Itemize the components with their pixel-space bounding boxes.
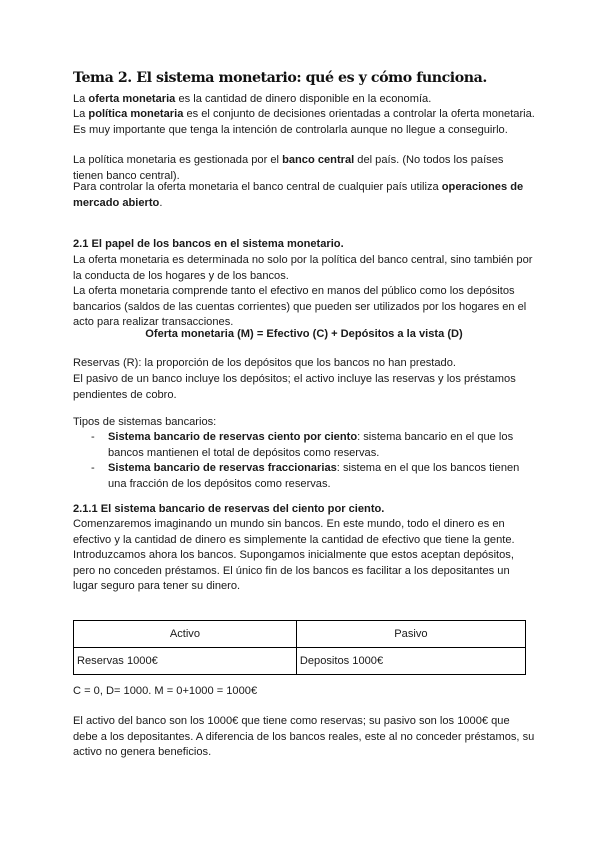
section-2-1-paragraph-1: La oferta monetaria es determinada no solo por la política del banco central, sino también por la conducta de los hogares y de los bancos. bbox=[73, 254, 533, 282]
bullet-dash: - bbox=[91, 431, 95, 443]
table-row bbox=[74, 648, 526, 675]
closing-paragraph: El activo del banco son los 1000€ que tiene como reservas; su pasivo son los 1000€ que debe a los depositantes. A diferencia de los bancos reales, este al no conceder préstamos, su activo no genera beneficios. bbox=[73, 715, 535, 758]
intro-paragraph-politica: La política monetaria es el conjunto de decisiones orientadas a controlar la oferta monetaria. Es muy importante que tenga la intención de controlarla aunque no llegue a conseguirlo. bbox=[73, 108, 535, 136]
reservas-definition: Reservas (R): la proporción de los depósitos que los bancos no han prestado. bbox=[73, 357, 456, 369]
page-title: Tema 2. El sistema monetario: qué es y cómo funciona. bbox=[73, 70, 487, 86]
list-item: - Sistema bancario de reservas fraccionarias: sistema en el que los bancos tienen una fracción de los depósitos como reservas. bbox=[91, 462, 520, 490]
section-2-1-1-heading: 2.1.1 El sistema bancario de reservas del ciento por ciento. bbox=[73, 503, 385, 515]
pasivo-activo-paragraph: El pasivo de un banco incluye los depósitos; el activo incluye las reservas y los préstamos pendientes de cobro. bbox=[73, 373, 516, 401]
cell-reservas: Reservas 1000€ bbox=[74, 648, 297, 675]
section-2-1-paragraph-2: La oferta monetaria comprende tanto el efectivo en manos del público como los depósitos bancarios (saldos de las cuentas corrientes) que pueden ser utilizados por los hogares en el acto para realizar transacciones. bbox=[73, 285, 527, 328]
intro-paragraph-banco-central: La política monetaria es gestionada por el banco central del país. (No todos los países tienen banco central). bbox=[73, 154, 504, 182]
term-politica-monetaria: política monetaria bbox=[88, 108, 184, 120]
term-operaciones-mercado-abierto: operaciones de mercado abierto bbox=[73, 181, 524, 209]
table-row bbox=[74, 621, 526, 648]
money-equation: C = 0, D= 1000. M = 0+1000 = 1000€ bbox=[73, 685, 258, 697]
money-supply-formula: Oferta monetaria (M) = Efectivo (C) + Depósitos a la vista (D) bbox=[145, 328, 463, 340]
section-2-1-1-paragraph: Comenzaremos imaginando un mundo sin bancos. En este mundo, todo el dinero es en efectivo y la cantidad de dinero es simplemente la cantidad de efectivo que tiene la gente. Introduzcamos ahora los bancos. Supongamos inicialmente que estos aceptan depósitos, pero no conceden préstamos. El único fin de los bancos es facilitar a los depositantes un lugar seguro para tener su dinero. bbox=[73, 518, 515, 592]
column-header-activo: Activo bbox=[74, 621, 297, 648]
list-item: - Sistema bancario de reservas ciento por ciento: sistema bancario en el que los bancos mantienen el total de depósitos como reservas. bbox=[91, 431, 514, 459]
term-oferta-monetaria: oferta monetaria bbox=[88, 93, 176, 105]
intro-paragraph-oferta: La oferta monetaria es la cantidad de dinero disponible en la economía. bbox=[73, 93, 432, 105]
column-header-pasivo: Pasivo bbox=[296, 621, 525, 648]
term-banco-central: banco central bbox=[282, 154, 355, 166]
cell-depositos: Depositos 1000€ bbox=[296, 648, 525, 675]
bullet-dash: - bbox=[91, 462, 95, 474]
balance-sheet-table bbox=[73, 620, 526, 675]
intro-paragraph-operaciones: Para controlar la oferta monetaria el banco central de cualquier país utiliza operaciones de mercado abierto. bbox=[73, 181, 524, 209]
section-2-1-heading: 2.1 El papel de los bancos en el sistema monetario. bbox=[73, 238, 344, 250]
tipos-label: Tipos de sistemas bancarios: bbox=[73, 416, 217, 428]
